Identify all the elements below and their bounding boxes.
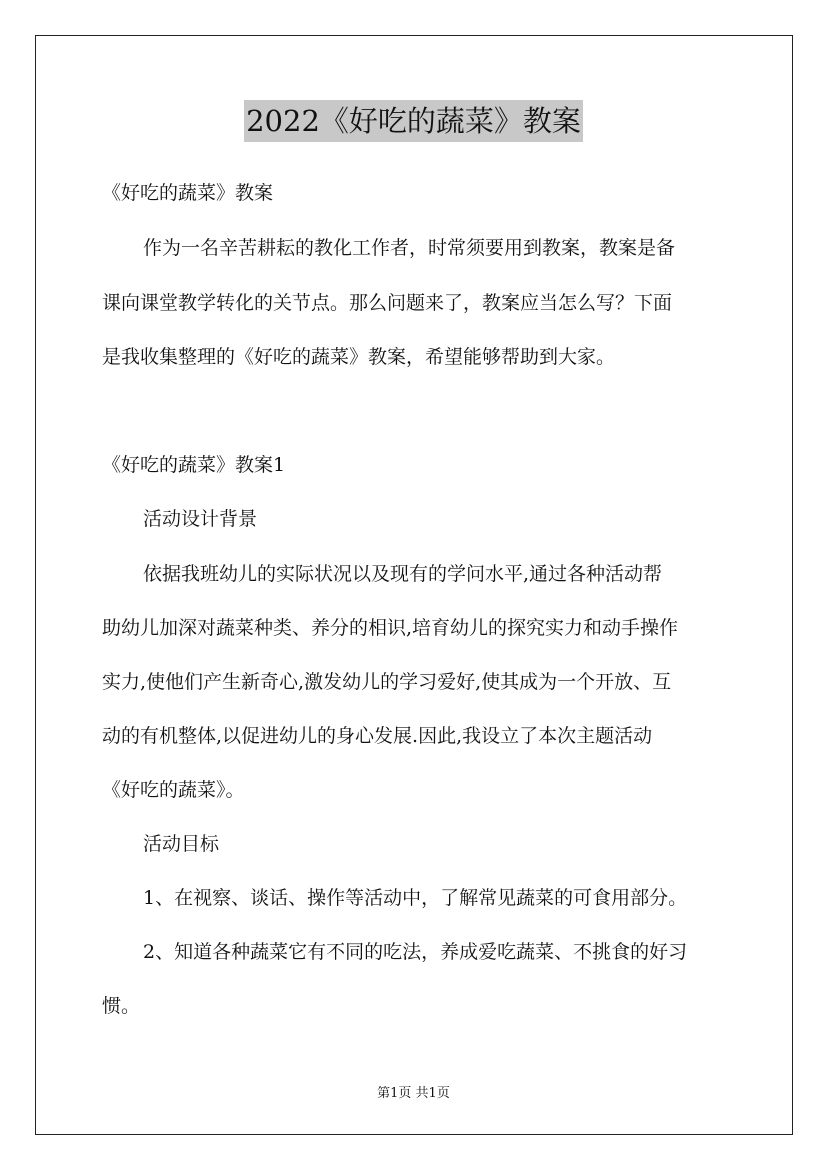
- intro-line-1: 作为一名辛苦耕耘的教化工作者，时常须要用到教案，教案是备: [143, 237, 676, 259]
- subheading-goals: 活动目标: [143, 833, 220, 855]
- body-line-1: 依据我班幼儿的实际状况以及现有的学问水平,通过各种活动帮: [143, 563, 663, 585]
- intro-line-3: 是我收集整理的《好吃的蔬菜》教案，希望能够帮助到大家。: [102, 346, 616, 368]
- goal-2: 2、知道各种蔬菜它有不同的吃法，养成爱吃蔬菜、不挑食的好习: [143, 941, 688, 963]
- goal-1: 1、在视察、谈话、操作等活动中，了解常见蔬菜的可食用部分。: [143, 887, 688, 909]
- body-line-5: 《好吃的蔬菜》。: [102, 779, 245, 801]
- body-line-3: 实力,使他们产生新奇心,激发幼儿的学习爱好,使其成为一个开放、互: [102, 671, 672, 693]
- title-container: [0, 100, 827, 142]
- subtitle-line: 《好吃的蔬菜》教案: [102, 182, 274, 204]
- body-line-4: 动的有机整体,以促进幼儿的身心发展.因此,我设立了本次主题活动: [102, 725, 653, 747]
- goal-2-continued: 惯。: [102, 995, 141, 1017]
- subheading-background: 活动设计背景: [143, 508, 258, 530]
- page-footer: 第1页 共1页: [377, 1086, 450, 1101]
- body-line-2: 助幼儿加深对蔬菜种类、养分的相识,培育幼儿的探究实力和动手操作: [102, 617, 679, 639]
- section-heading: 《好吃的蔬菜》教案1: [102, 454, 286, 476]
- intro-line-2: 课向课堂教学转化的关节点。那么问题来了，教案应当怎么写？下面: [102, 292, 673, 314]
- document-title: 2022《好吃的蔬菜》教案: [244, 100, 583, 142]
